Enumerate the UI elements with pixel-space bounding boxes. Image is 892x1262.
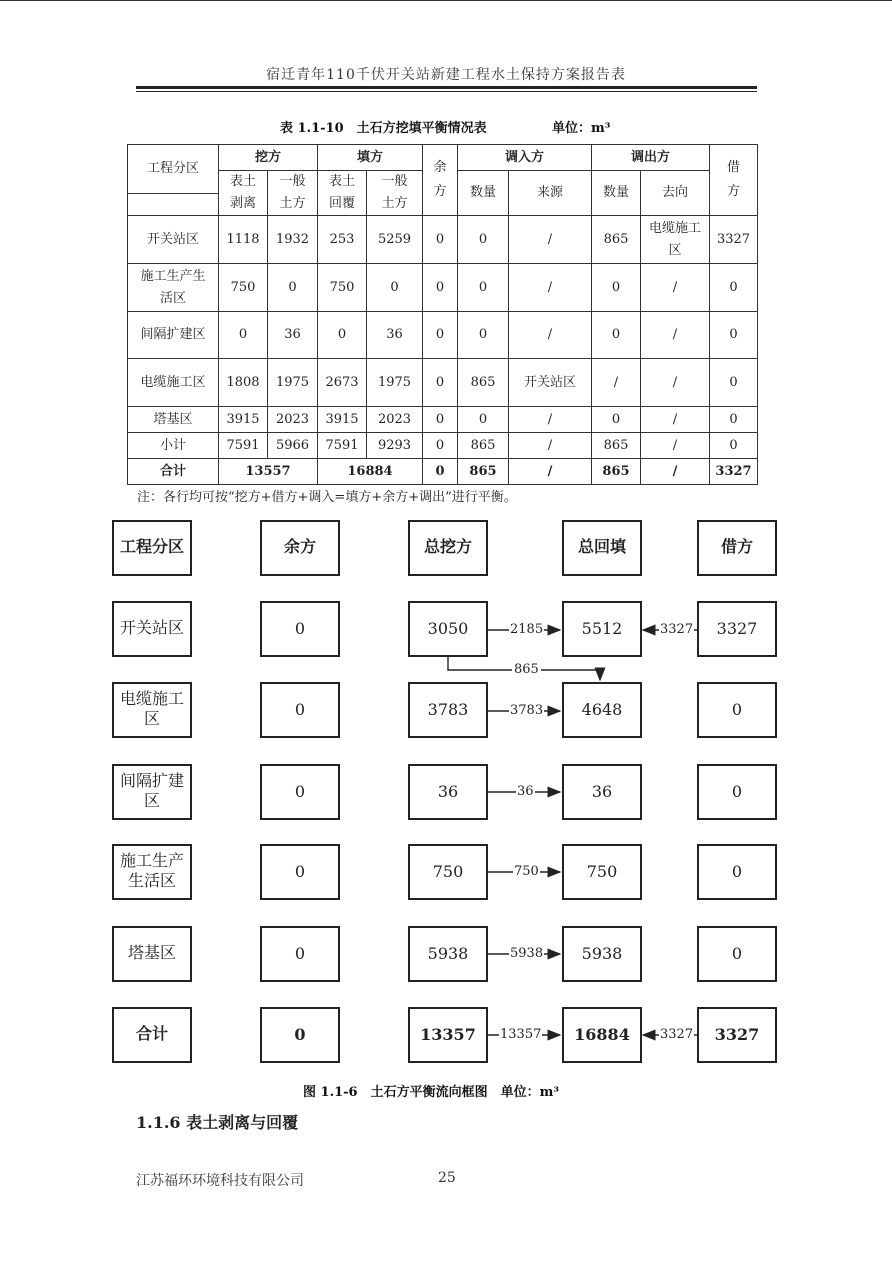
flow-header-surplus: 余方: [260, 520, 340, 576]
flow-borrow-box: 0: [697, 682, 777, 738]
cell: 865: [592, 216, 641, 264]
cell: 865: [458, 433, 509, 459]
cell: 0: [458, 312, 509, 359]
cell: 36: [268, 312, 318, 359]
cell: 3327: [710, 459, 758, 485]
flow-header-fill: 总回填: [562, 520, 642, 576]
cell: 0: [592, 312, 641, 359]
flow-region-box: 电缆施工区: [112, 682, 192, 738]
cell: 0: [423, 433, 458, 459]
flow-surplus-box: 0: [260, 926, 340, 982]
flow-dig-box-total: 13357: [408, 1007, 488, 1063]
th-fill: 填方: [318, 145, 423, 171]
cell: 2023: [268, 407, 318, 433]
flow-fill-box: 5512: [562, 601, 642, 657]
cell: 开关站区: [509, 359, 592, 407]
flow-surplus-box: 0: [260, 601, 340, 657]
flow-label: 36: [517, 784, 534, 799]
cell: 0: [423, 407, 458, 433]
cell: /: [509, 459, 592, 485]
th-in-source: 来源: [509, 171, 592, 216]
cell: 0: [423, 312, 458, 359]
cell: 253: [318, 216, 367, 264]
th-transfer-in: 调入方: [458, 145, 592, 171]
cell: 1118: [219, 216, 268, 264]
cell: /: [509, 216, 592, 264]
cell-region: 开关站区: [128, 216, 219, 264]
cell: 13557: [219, 459, 318, 485]
cell: /: [641, 359, 710, 407]
cell: /: [509, 312, 592, 359]
cell: 750: [318, 264, 367, 312]
cell: 3915: [219, 407, 268, 433]
flow-dig-box: 5938: [408, 926, 488, 982]
cell: 7591: [318, 433, 367, 459]
cell: 3327: [710, 216, 758, 264]
flow-fill-box: 4648: [562, 682, 642, 738]
cell: /: [509, 264, 592, 312]
th-region: 工程分区: [128, 145, 219, 194]
flow-label-borrow: 3327: [660, 1027, 694, 1042]
cell: 0: [710, 407, 758, 433]
flow-surplus-box: 0: [260, 682, 340, 738]
cell: 0: [268, 264, 318, 312]
cell-region: 塔基区: [128, 407, 219, 433]
cell-region: 合计: [128, 459, 219, 485]
cell: 电缆施工区: [641, 216, 710, 264]
cell: 1975: [268, 359, 318, 407]
flow-dig-box: 750: [408, 844, 488, 900]
cell: 16884: [318, 459, 423, 485]
flow-surplus-box: 0: [260, 764, 340, 820]
cell: /: [509, 407, 592, 433]
th-out-qty: 数量: [592, 171, 641, 216]
th-transfer-out: 调出方: [592, 145, 710, 171]
th-in-qty: 数量: [458, 171, 509, 216]
flow-label: 13357: [500, 1027, 542, 1042]
flow-header-dig: 总挖方: [408, 520, 488, 576]
footer-company: 江苏福环环境科技有限公司: [136, 1173, 304, 1189]
flow-fill-box: 36: [562, 764, 642, 820]
cell: /: [641, 433, 710, 459]
page-header: 宿迁青年110千伏开关站新建工程水土保持方案报告表: [266, 67, 626, 83]
cell: 1975: [367, 359, 423, 407]
cell: /: [641, 407, 710, 433]
cell: 0: [219, 312, 268, 359]
flow-surplus-box-total: 0: [260, 1007, 340, 1063]
flow-region-box: 塔基区: [112, 926, 192, 982]
cell: 3915: [318, 407, 367, 433]
flow-header-borrow: 借方: [697, 520, 777, 576]
flow-borrow-box: 0: [697, 764, 777, 820]
cell: 0: [592, 264, 641, 312]
section-title: 1.1.6 表土剥离与回覆: [136, 1113, 299, 1132]
cell: 0: [458, 216, 509, 264]
cell: 0: [710, 264, 758, 312]
flow-region-box: 开关站区: [112, 601, 192, 657]
cell: /: [641, 264, 710, 312]
cell: 36: [367, 312, 423, 359]
flow-dig-box: 36: [408, 764, 488, 820]
flow-label: 2185: [510, 622, 544, 637]
cell: 0: [710, 312, 758, 359]
cell-region: 电缆施工区: [128, 359, 219, 407]
flow-label: 5938: [510, 946, 544, 961]
flow-region-box-total: 合计: [112, 1007, 192, 1063]
cell: 865: [592, 433, 641, 459]
cell: 7591: [219, 433, 268, 459]
cell: /: [641, 312, 710, 359]
flow-borrow-box: 3327: [697, 601, 777, 657]
cell: 2023: [367, 407, 423, 433]
cell: 750: [219, 264, 268, 312]
cell: 0: [367, 264, 423, 312]
flow-header-region: 工程分区: [112, 520, 192, 576]
cell: 865: [458, 459, 509, 485]
flow-surplus-box: 0: [260, 844, 340, 900]
th-out-dest: 去向: [641, 171, 710, 216]
flow-dig-box: 3050: [408, 601, 488, 657]
cell-region: 施工生产生活区: [128, 264, 219, 312]
cell: 0: [423, 359, 458, 407]
cell: 865: [458, 359, 509, 407]
cell: 1932: [268, 216, 318, 264]
th-dig: 挖方: [219, 145, 318, 171]
flow-dig-box: 3783: [408, 682, 488, 738]
cell: 0: [423, 264, 458, 312]
flow-label-borrow: 3327: [660, 622, 694, 637]
table-note: 注：各行均可按“挖方+借方+调入=填方+余方+调出”进行平衡。: [137, 490, 517, 505]
cell: 9293: [367, 433, 423, 459]
cell: 865: [592, 459, 641, 485]
figure-caption: 图 1.1-6 土石方平衡流向框图 单位：m³: [303, 1085, 560, 1100]
cell: 0: [592, 407, 641, 433]
flow-region-box: 施工生产生活区: [112, 844, 192, 900]
th-borrow: 借方: [710, 145, 758, 216]
cell: 0: [710, 359, 758, 407]
flow-borrow-box: 0: [697, 844, 777, 900]
cell-region: 间隔扩建区: [128, 312, 219, 359]
flow-label: 750: [514, 864, 539, 879]
cell-region: 小计: [128, 433, 219, 459]
flow-label-transfer: 865: [514, 662, 539, 677]
flow-fill-box: 750: [562, 844, 642, 900]
flow-fill-box-total: 16884: [562, 1007, 642, 1063]
cell: /: [509, 433, 592, 459]
flow-borrow-box: 0: [697, 926, 777, 982]
flow-borrow-box-total: 3327: [697, 1007, 777, 1063]
cell: /: [592, 359, 641, 407]
cell: 0: [318, 312, 367, 359]
th-surplus: 余方: [423, 145, 458, 216]
flow-region-box: 间隔扩建区: [112, 764, 192, 820]
cell: 0: [458, 407, 509, 433]
table-caption-unit: 单位：m³: [552, 121, 611, 136]
cell: 0: [458, 264, 509, 312]
th-topsoil-back: 表土回覆: [318, 171, 367, 216]
th-general-fill: 一般土方: [367, 171, 423, 216]
cell: 0: [423, 216, 458, 264]
cell: /: [641, 459, 710, 485]
page-number: 25: [438, 1170, 456, 1186]
th-topsoil-strip: 表土剥离: [219, 171, 268, 216]
cell: 1808: [219, 359, 268, 407]
cell: 2673: [318, 359, 367, 407]
cell: 0: [423, 459, 458, 485]
table-caption-title: 表 1.1-10 土石方挖填平衡情况表: [280, 121, 487, 136]
cell: 0: [710, 433, 758, 459]
flow-fill-box: 5938: [562, 926, 642, 982]
cell: 5966: [268, 433, 318, 459]
cell: 5259: [367, 216, 423, 264]
th-general-dig: 一般土方: [268, 171, 318, 216]
flow-label: 3783: [510, 703, 544, 718]
